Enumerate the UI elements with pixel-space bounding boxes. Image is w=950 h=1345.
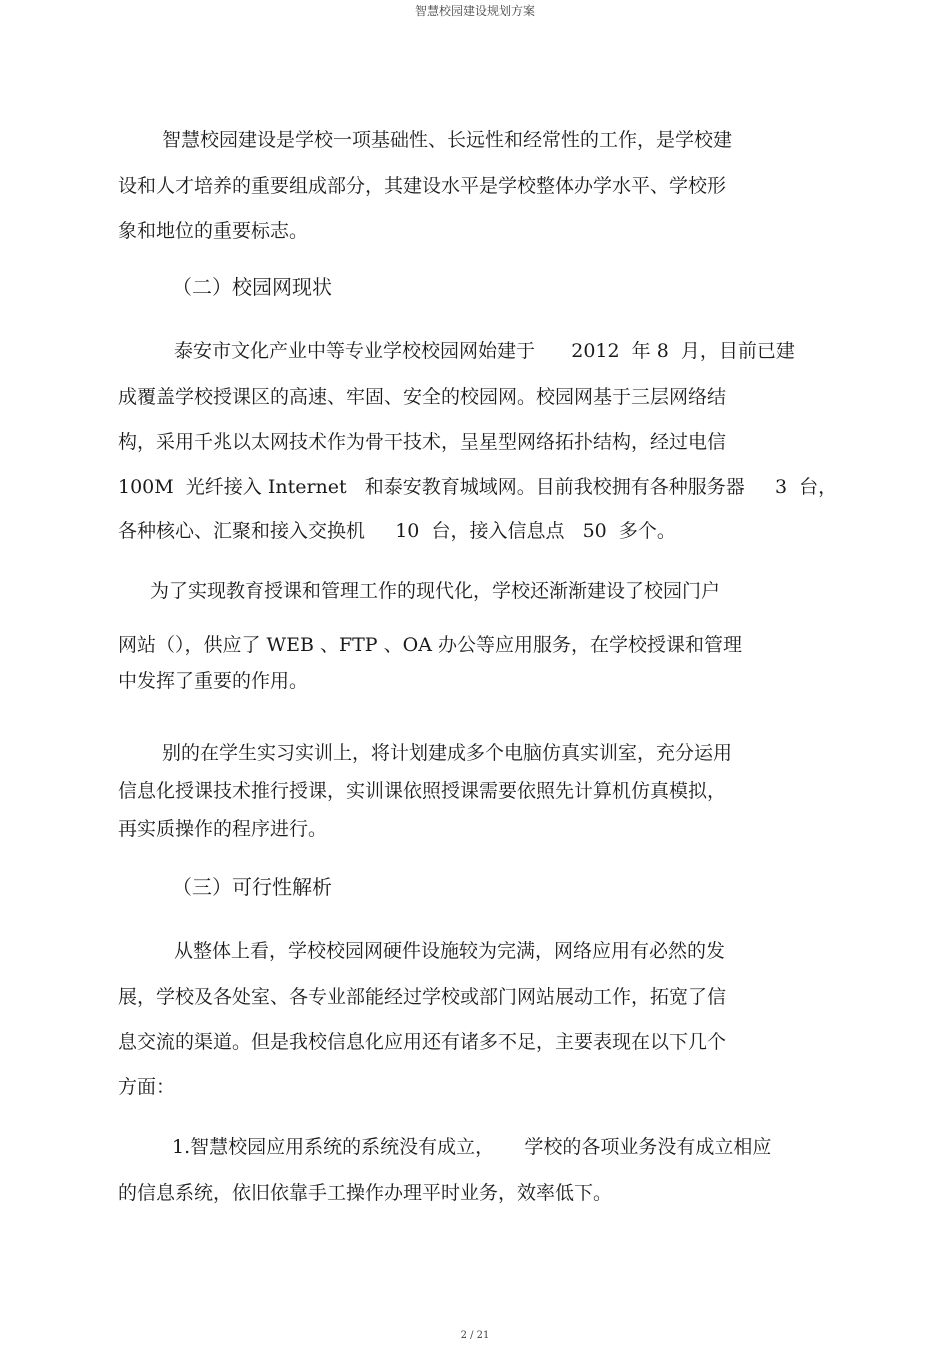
- para3-line1: 为了实现教育授课和管理工作的现代化，学校还渐渐建设了校园门户: [150, 580, 721, 602]
- para1-line1: 智慧校园建设是学校一项基础性、长远性和经常性的工作，是学校建: [162, 129, 733, 151]
- para4-line2: 信息化授课技术推行授课，实训课依照授课需要依照先计算机仿真模拟，: [118, 780, 727, 802]
- list-item-1-line1: 1.智慧校园应用系统的系统没有成立， 学校的各项业务没有成立相应: [172, 1136, 772, 1158]
- para4-line3: 再实质操作的程序进行。: [118, 818, 328, 840]
- para4-line1: 别的在学生实习实训上，将计划建成多个电脑仿真实训室，充分运用: [162, 742, 733, 764]
- para3-line3: 中发挥了重要的作用。: [118, 670, 309, 692]
- para5-line4: 方面：: [118, 1076, 176, 1098]
- para5-line2: 展，学校及各处室、各专业部能经过学校或部门网站展动工作，拓宽了信: [118, 986, 727, 1008]
- para5-line1: 从整体上看，学校校园网硬件设施较为完满，网络应用有必然的发: [174, 940, 726, 962]
- running-header: 智慧校园建设规划方案: [414, 4, 535, 18]
- page-number: 2 / 21: [460, 1330, 490, 1341]
- para2-line5: 各种核心、汇聚和接入交换机 10 台，接入信息点 50 多个。: [118, 520, 676, 542]
- para2-line3: 构，采用千兆以太网技术作为骨干技术，呈星型网络拓扑结构，经过电信: [118, 431, 727, 453]
- para1-line2: 设和人才培养的重要组成部分，其建设水平是学校整体办学水平、学校形: [118, 175, 727, 197]
- list-item-1-line2: 的信息系统，依旧依靠手工操作办理平时业务，效率低下。: [118, 1182, 613, 1204]
- para5-line3: 息交流的渠道。但是我校信息化应用还有诸多不足，主要表现在以下几个: [118, 1031, 727, 1053]
- para2-line4: 100M 光纤接入 Internet 和泰安教育城域网。目前我校拥有各种服务器 3 台，: [118, 476, 838, 498]
- para2-line1: 泰安市文化产业中等专业学校校园网始建于 2012 年 8 月，目前已建: [174, 340, 795, 362]
- heading-feasibility-analysis: （三）可行性解析: [172, 875, 332, 899]
- para3-line2: 网站（），供应了 WEB 、FTP 、OA 办公等应用服务，在学校授课和管理: [118, 634, 742, 656]
- para1-line3: 象和地位的重要标志。: [118, 220, 309, 242]
- para2-line2: 成覆盖学校授课区的高速、牢固、安全的校园网。校园网基于三层网络结: [118, 386, 727, 408]
- heading-campus-network-status: （二）校园网现状: [172, 275, 332, 299]
